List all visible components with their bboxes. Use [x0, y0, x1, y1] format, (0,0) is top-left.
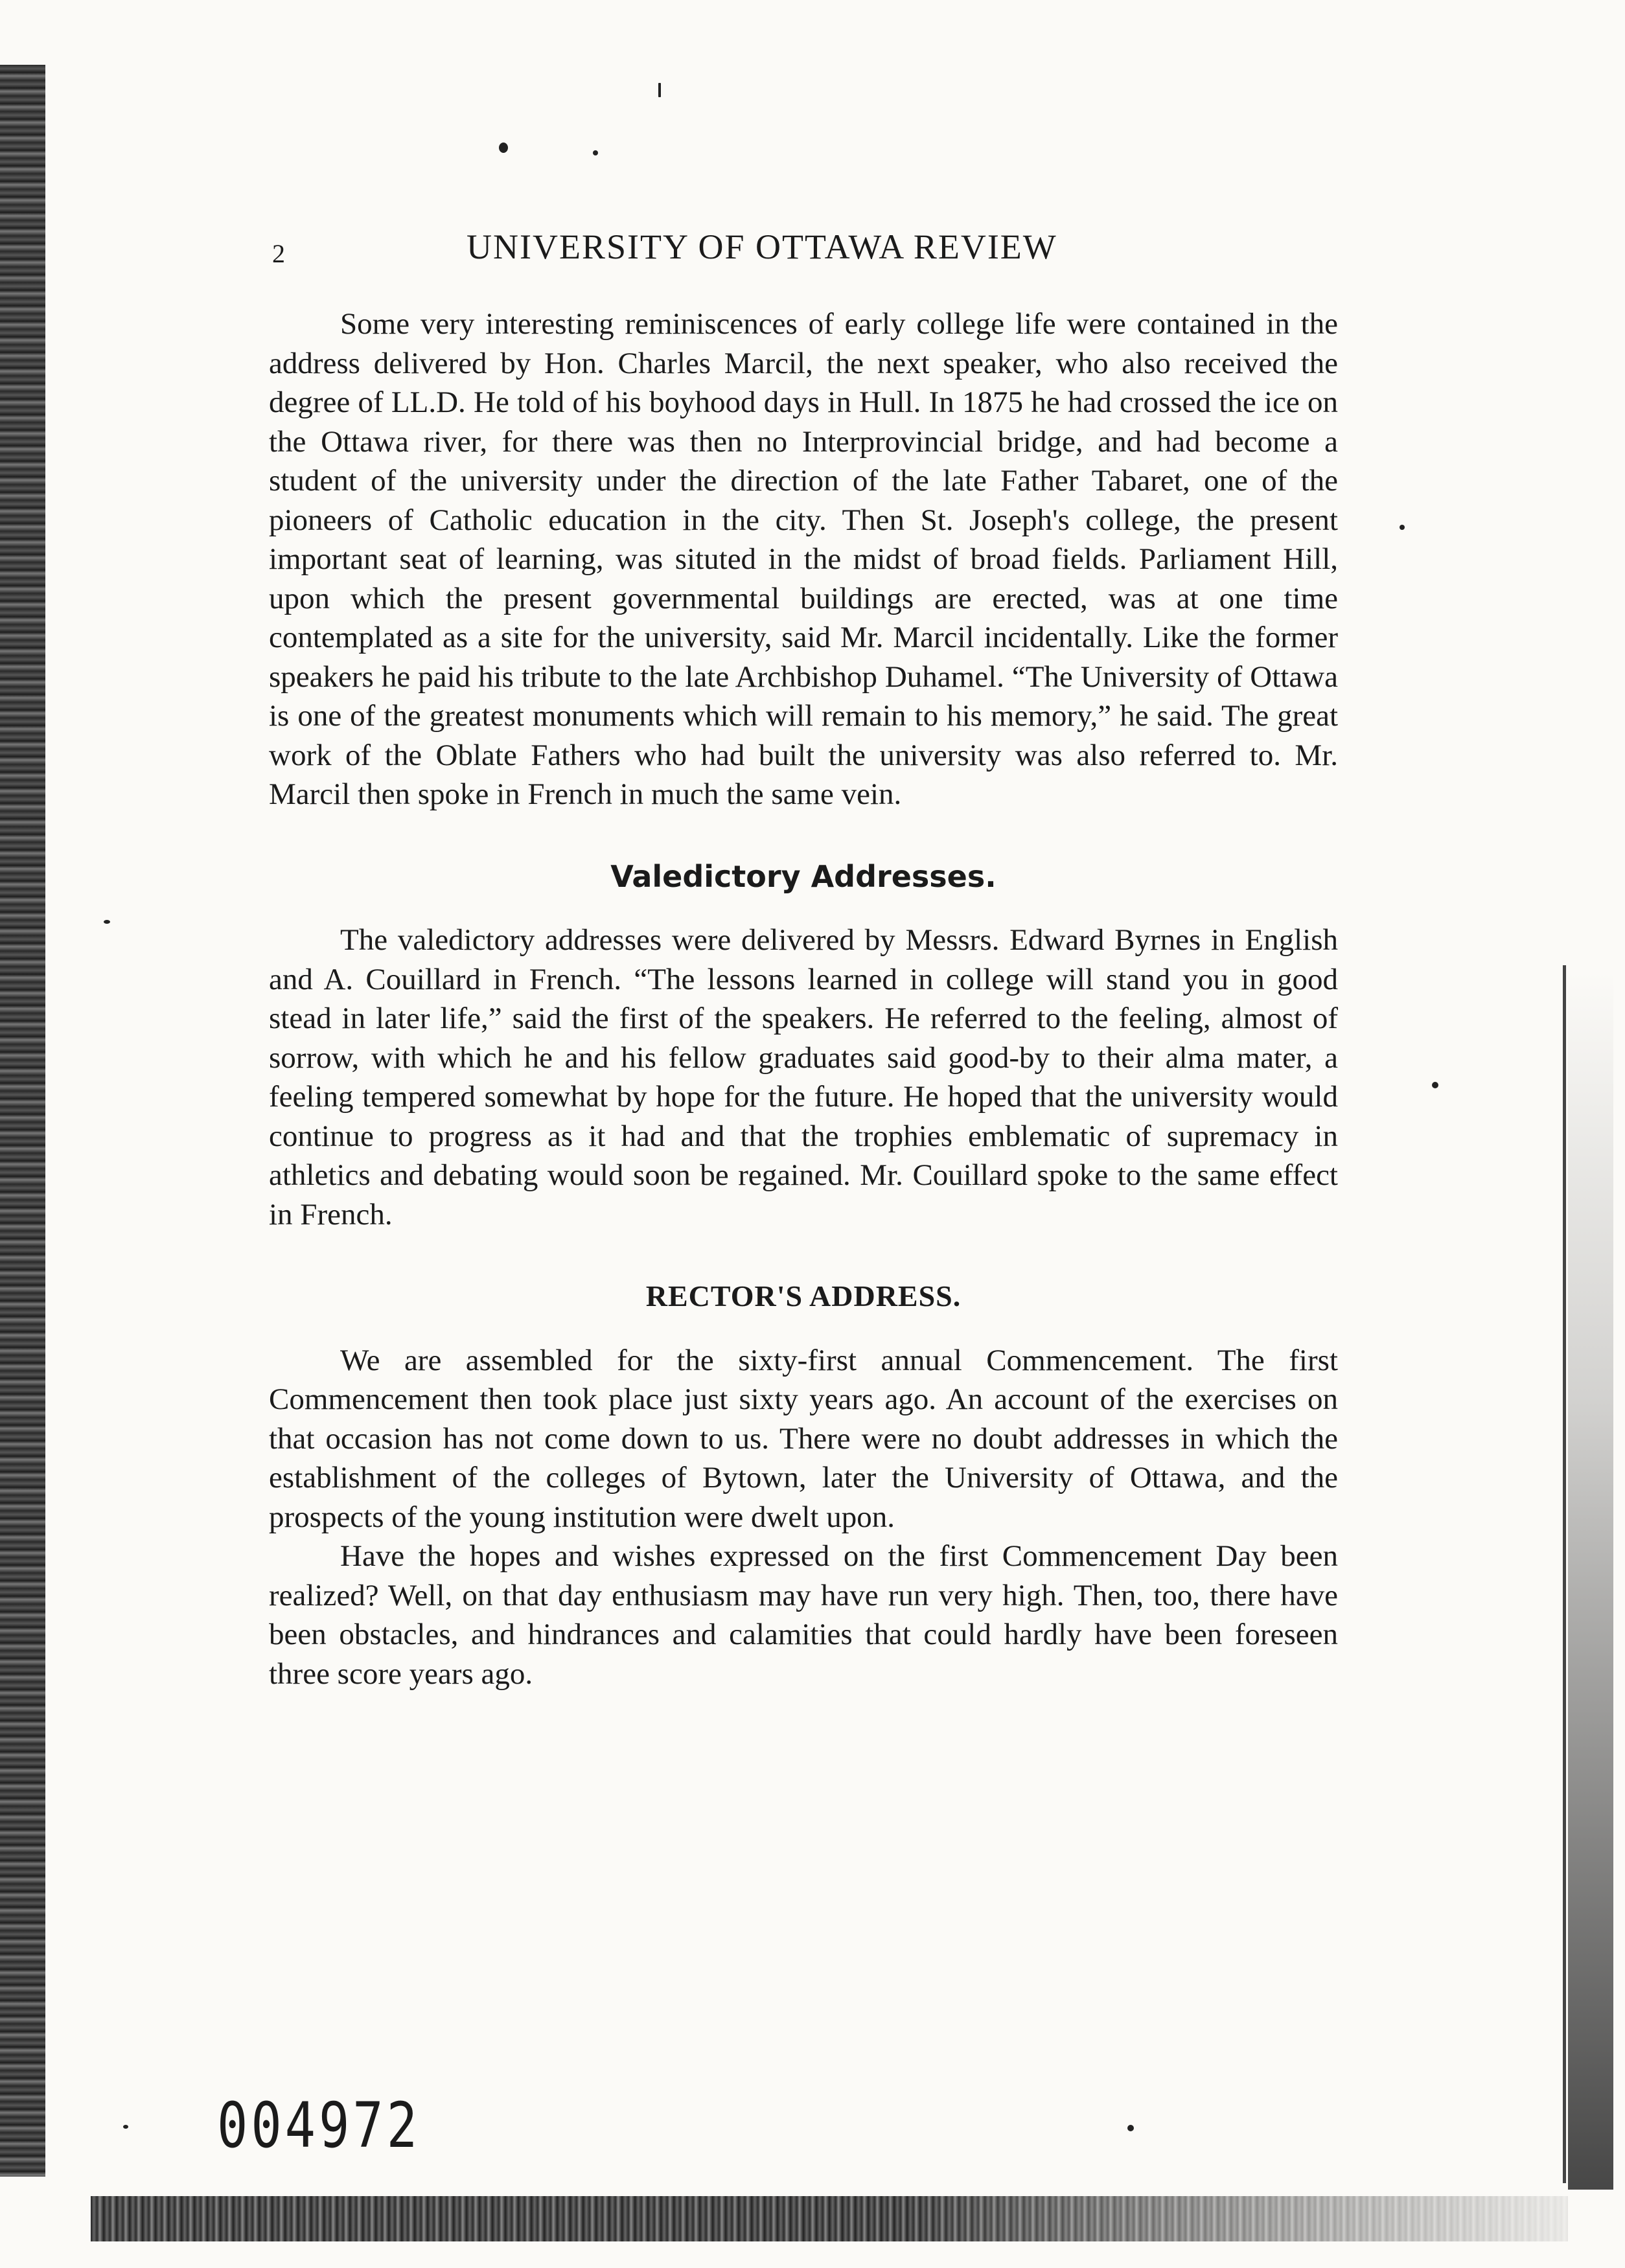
running-head: UNIVERSITY OF OTTAWA REVIEW [467, 227, 1057, 266]
scan-speck [1400, 525, 1405, 530]
scan-speck [123, 2125, 128, 2129]
scan-speck [1127, 2125, 1134, 2131]
paragraph-marcil: Some very interesting reminiscences of early college life were contained in the address delivered by Hon. Charles Marcil, the next speaker, who also received the degree of LL.D. He told of his boyhood days in Hull. In 1875 he had crossed the ice on the Ottawa river, for there was then no Interprovincial bridge, and had become a student of the university under the direction of the late Father Tabaret, one of the pioneers of Catholic education in the city. Then St. Joseph's college, the present important seat of learning, was situted in the midst of broad fields. Parliament Hill, upon which the present governmental buildings are erected, was at one time contemplated as a site for the university, said Mr. Marcil incidentally. Like the former speakers he paid his tribute to the late Archbishop Duhamel. “The University of Ottawa is one of the greatest monuments which will remain to his memory,” he said. The great work of the Oblate Fathers who had built the university was also referred to. Mr. Marcil then spoke in French in much the same vein. [269, 307, 1338, 811]
paragraph-valedictory: The valedictory addresses were delivered by Messrs. Edward Byrnes in English and A. Couillard in French. “The lessons learned in college will stand you in good stead in later life,” said the first of the speakers. He referred to the feeling, almost of sorrow, with which he and his fellow graduates said good-by to their alma mater, a feeling tempered somewhat by hope for the future. He hoped that the university would continue to progress as it had and that the trophies emblematic of supremacy in athletics and debating would soon be regained. Mr. Couillard spoke to the same effect in French. [269, 923, 1338, 1231]
scan-speck [499, 143, 508, 153]
scan-left-edge [0, 65, 45, 2177]
scan-speck [1432, 1082, 1438, 1088]
paragraph-rector-2: Have the hopes and wishes expressed on the first Commencement Day been realized? Well, on that day enthusiasm may have run very high. Then, too, there have been obstacles, and hindrances and calamities that could hardly have been foreseen three score years ago. [269, 1539, 1338, 1691]
document-number: 004972 [217, 2089, 421, 2162]
scan-speck [658, 83, 661, 97]
scan-right-rule [1563, 965, 1566, 2183]
page-number: 2 [272, 239, 285, 268]
article-body [269, 304, 1338, 1693]
section-heading-rector: RECTOR'S ADDRESS. [645, 1279, 962, 1312]
scan-speck [104, 920, 110, 924]
paragraph-rector-1: We are assembled for the sixty-first annual Commencement. The first Commencement then took place just sixty years ago. An account of the exercises on that occasion has not come down to us. There were no doubt addresses in which the establishment of the colleges of Bytown, later the University of Ottawa, and the prospects of the young institution were dwelt upon. [269, 1343, 1338, 1534]
section-heading-valedictory: Valedictory Addresses. [610, 858, 997, 894]
scan-speck [593, 150, 598, 155]
scan-right-edge [1568, 972, 1613, 2190]
page-header [272, 227, 1335, 285]
scan-bottom-fade [907, 2196, 1568, 2241]
